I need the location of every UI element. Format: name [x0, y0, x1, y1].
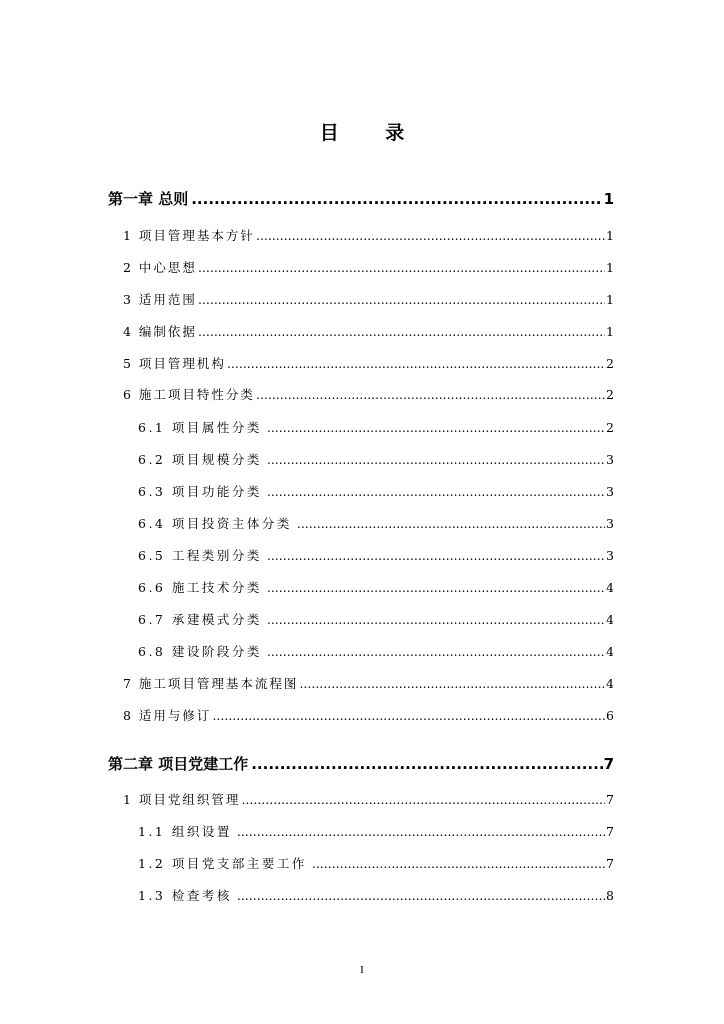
toc-page-number: 3: [606, 484, 614, 499]
toc-page-number: 1: [606, 260, 614, 275]
toc-entry[interactable]: [138, 642, 614, 660]
toc-entry[interactable]: [138, 482, 614, 500]
toc-chapter-label: 第一章 总则: [108, 190, 189, 208]
toc-page-number: 1: [606, 324, 614, 339]
toc-entry-label: 6.7 承建模式分类: [138, 612, 262, 627]
footer-page-number: I: [360, 964, 364, 976]
toc-leader-dots: [299, 676, 605, 691]
toc-leader-dots: [198, 324, 605, 339]
toc-leader-dots: [212, 708, 605, 723]
toc-leader-dots: [297, 516, 605, 531]
toc-leader-dots: [237, 824, 605, 839]
toc-leader-dots: [312, 856, 605, 871]
toc-entry-label: 8 适用与修订: [123, 708, 212, 723]
toc-entry[interactable]: [138, 822, 614, 840]
toc-leader-dots: [241, 792, 605, 807]
toc-page-number: 1: [606, 228, 614, 243]
toc-entry-label: 6.4 项目投资主体分类: [138, 516, 292, 531]
toc-leader-dots: [267, 644, 605, 659]
toc-entry-label: 5 项目管理机构: [123, 356, 226, 371]
toc-leader-dots: [267, 420, 605, 435]
toc-leader-dots: [198, 260, 605, 275]
toc-leader-dots: [237, 888, 605, 903]
toc-page-number: 4: [606, 612, 614, 627]
toc-entry-label: 3 适用范围: [123, 292, 197, 307]
toc-page-number: 1: [606, 292, 614, 307]
toc-entry[interactable]: [123, 385, 614, 403]
toc-entry-label: 6 施工项目特性分类: [123, 387, 255, 402]
toc-leader-dots: [267, 484, 605, 499]
toc-leader-dots: [267, 580, 605, 595]
toc-entry[interactable]: [138, 450, 614, 468]
toc-entry-label: 1.2 项目党支部主要工作: [138, 856, 307, 871]
toc-page-number: 7: [606, 824, 614, 839]
toc-leader-dots: [267, 548, 605, 563]
toc-entry-label: 1 项目党组织管理: [123, 792, 241, 807]
toc-entry[interactable]: [138, 546, 614, 564]
toc-chapter-label: 第二章 项目党建工作: [108, 755, 249, 773]
toc-entry[interactable]: [123, 322, 614, 340]
toc-page-number: 4: [606, 676, 614, 691]
toc-leader-dots: [251, 755, 602, 773]
toc-entry-label: 4 编制依据: [123, 324, 197, 339]
toc-entry[interactable]: [138, 886, 614, 904]
toc-entry[interactable]: [138, 418, 614, 436]
toc-entry[interactable]: [123, 290, 614, 308]
toc-entry[interactable]: [123, 226, 614, 244]
toc-page-number: 7: [606, 792, 614, 807]
toc-page-number: 6: [606, 708, 614, 723]
toc-page-number: 3: [606, 548, 614, 563]
toc-entry-label: 7 施工项目管理基本流程图: [123, 676, 299, 691]
toc-leader-dots: [256, 387, 605, 402]
toc-page-number: 1: [603, 190, 614, 208]
toc-page-number: 4: [606, 580, 614, 595]
toc-leader-dots: [198, 292, 605, 307]
toc-page-number: 2: [606, 356, 614, 371]
toc-entry[interactable]: [123, 790, 614, 808]
toc-page-number: 8: [606, 888, 614, 903]
toc-entry[interactable]: [138, 578, 614, 596]
toc-page-number: 7: [606, 856, 614, 871]
toc-title: 目 录: [319, 122, 425, 144]
toc-entry[interactable]: [123, 674, 614, 692]
toc-entry-label: 1.1 组织设置: [138, 824, 232, 839]
toc-entry[interactable]: [138, 610, 614, 628]
toc-entry-label: 6.6 施工技术分类: [138, 580, 262, 595]
toc-leader-dots: [267, 452, 605, 467]
toc-page-number: 3: [606, 516, 614, 531]
toc-entry[interactable]: [123, 706, 614, 724]
toc-page-number: 3: [606, 452, 614, 467]
toc-entry[interactable]: [123, 354, 614, 372]
toc-entry-label: 6.5 工程类别分类: [138, 548, 262, 563]
toc-leader-dots: [256, 228, 605, 243]
toc-leader-dots: [191, 190, 602, 208]
toc-entry-label: 2 中心思想: [123, 260, 197, 275]
toc-entry-label: 6.2 项目规模分类: [138, 452, 262, 467]
toc-entry-label: 6.1 项目属性分类: [138, 420, 262, 435]
toc-entry-label: 6.8 建设阶段分类: [138, 644, 262, 659]
toc-entry-label: 1.3 检查考核: [138, 888, 232, 903]
toc-chapter-2[interactable]: [108, 753, 614, 773]
toc-page-number: 7: [603, 755, 614, 773]
toc-chapter-1[interactable]: [108, 188, 614, 208]
toc-leader-dots: [227, 356, 605, 371]
toc-page-number: 2: [606, 420, 614, 435]
toc-page-number: 2: [606, 387, 614, 402]
toc-entry[interactable]: [138, 854, 614, 872]
toc-page-number: 4: [606, 644, 614, 659]
toc-entry[interactable]: [123, 258, 614, 276]
toc-entry-label: 1 项目管理基本方针: [123, 228, 255, 243]
toc-entry[interactable]: [138, 514, 614, 532]
toc-leader-dots: [267, 612, 605, 627]
toc-entry-label: 6.3 项目功能分类: [138, 484, 262, 499]
